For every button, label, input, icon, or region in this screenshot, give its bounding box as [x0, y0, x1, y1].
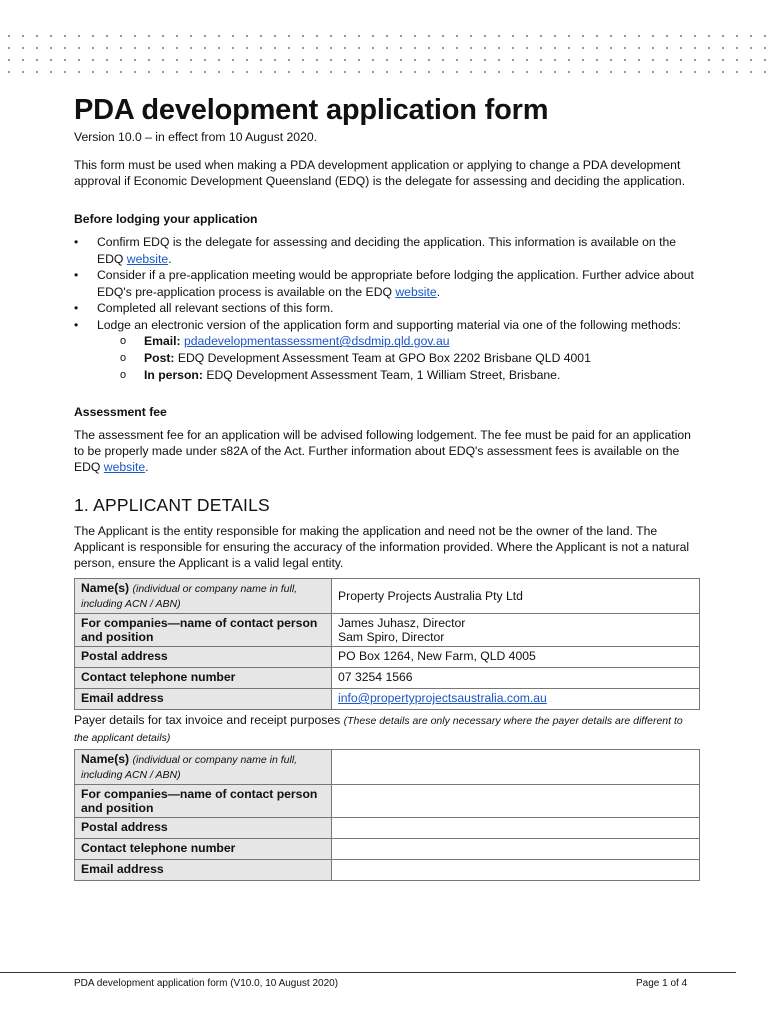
- payer-phone-field[interactable]: [332, 839, 700, 860]
- decorative-dot-pattern: [0, 30, 770, 82]
- website-link[interactable]: website: [103, 460, 146, 474]
- payer-intro: Payer details for tax invoice and receipt purposes (These details are only necessary where the payer details are different to the applicant details): [74, 713, 683, 744]
- page-title: PDA development application form: [74, 94, 549, 126]
- list-item: • Consider if a pre-application meeting would be appropriate before lodging the application. Further advice about EDQ's pre-application process is available on the EDQ website.: [74, 267, 700, 300]
- website-link[interactable]: website: [126, 251, 169, 266]
- table-row: [75, 785, 700, 818]
- payer-postal-field[interactable]: [332, 818, 700, 839]
- postal-label: Postal address: [75, 818, 332, 839]
- name-label: Name(s) (individual or company name in full, including ACN / ABN): [75, 579, 332, 614]
- applicant-name-value[interactable]: Property Projects Australia Pty Ltd: [332, 579, 700, 614]
- list-item: • Completed all relevant sections of this form.: [74, 300, 700, 317]
- email-label: Email address: [75, 689, 332, 710]
- applicant-postal-value[interactable]: PO Box 1264, New Farm, QLD 4005: [332, 647, 700, 668]
- footer-left: PDA development application form (V10.0, 10 August 2020): [74, 978, 339, 989]
- email-label: Email address: [75, 860, 332, 881]
- footer-divider: [0, 972, 736, 973]
- fee-heading: Assessment fee: [74, 405, 167, 419]
- version-text: Version 10.0 – in effect from 10 August 2020.: [74, 130, 318, 144]
- list-item: • Lodge an electronic version of the application form and supporting material via one of the following methods: o Email: pdadevelopmentassessment@dsdmip.qld.gov.au o Post: EDQ Development Assessment Team at GPO Box 2202 Brisbane QLD 4001 o In person: EDQ Development Assessment Team, 1 William Street, Brisbane.: [74, 317, 700, 385]
- table-row: [75, 614, 700, 647]
- lodgement-methods: [97, 333, 700, 384]
- contact-label: For companies—name of contact person and position: [75, 785, 332, 818]
- payer-table: [74, 749, 700, 881]
- table-row: [75, 579, 700, 614]
- applicant-email-value[interactable]: [332, 689, 700, 710]
- email-link[interactable]: pdadevelopmentassessment@dsdmip.qld.gov.au: [183, 334, 450, 348]
- fee-paragraph: The assessment fee for an application will be advised following lodgement. The fee must be paid for an application to be properly made under s82A of the Act. Further information about EDQ's assessment fees is available on the EDQ website.: [74, 428, 691, 474]
- table-row: [75, 839, 700, 860]
- applicant-table: [74, 578, 700, 710]
- table-row: [75, 689, 700, 710]
- applicant-phone-value[interactable]: 07 3254 1566: [332, 668, 700, 689]
- payer-email-field[interactable]: [332, 860, 700, 881]
- table-row: [75, 860, 700, 881]
- table-row: [75, 668, 700, 689]
- section-heading-applicant: 1. APPLICANT DETAILS: [74, 495, 270, 515]
- contact-label: For companies—name of contact person and position: [75, 614, 332, 647]
- page-number: Page 1 of 4: [636, 978, 688, 989]
- table-row: [75, 647, 700, 668]
- postal-label: Postal address: [75, 647, 332, 668]
- name-label: Name(s) (individual or company name in full, including ACN / ABN): [75, 750, 332, 785]
- payer-contact-field[interactable]: [332, 785, 700, 818]
- method-in-person: o In person: EDQ Development Assessment Team, 1 William Street, Brisbane.: [97, 367, 700, 384]
- website-link[interactable]: website: [395, 284, 437, 299]
- before-list: [74, 234, 700, 384]
- phone-label: Contact telephone number: [75, 668, 332, 689]
- list-item: • Confirm EDQ is the delegate for assessing and deciding the application. This information is available on the EDQ website.: [74, 234, 700, 267]
- before-heading: Before lodging your application: [74, 212, 258, 226]
- payer-name-field[interactable]: [332, 750, 700, 785]
- intro-paragraph: This form must be used when making a PDA development application or applying to change a PDA development approval if Economic Development Queensland (EDQ) is the delegate for assessing and deciding the application.: [74, 158, 686, 188]
- phone-label: Contact telephone number: [75, 839, 332, 860]
- method-email: o Email: pdadevelopmentassessment@dsdmip.qld.gov.au: [97, 333, 700, 350]
- before-list-block: [74, 234, 700, 384]
- method-post: o Post: EDQ Development Assessment Team at GPO Box 2202 Brisbane QLD 4001: [97, 350, 700, 367]
- applicant-email-link[interactable]: info@propertyprojectsaustralia.com.au: [338, 691, 547, 705]
- applicant-intro: The Applicant is the entity responsible for making the application and need not be the owner of the land. The Applicant is responsible for ensuring the accuracy of the information provided. Where the Applicant is not a natural person, ensure the Applicant is a valid legal entity.: [74, 524, 690, 570]
- table-row: [75, 750, 700, 785]
- applicant-contact-value[interactable]: James Juhasz, Director Sam Spiro, Director: [332, 614, 700, 647]
- table-row: [75, 818, 700, 839]
